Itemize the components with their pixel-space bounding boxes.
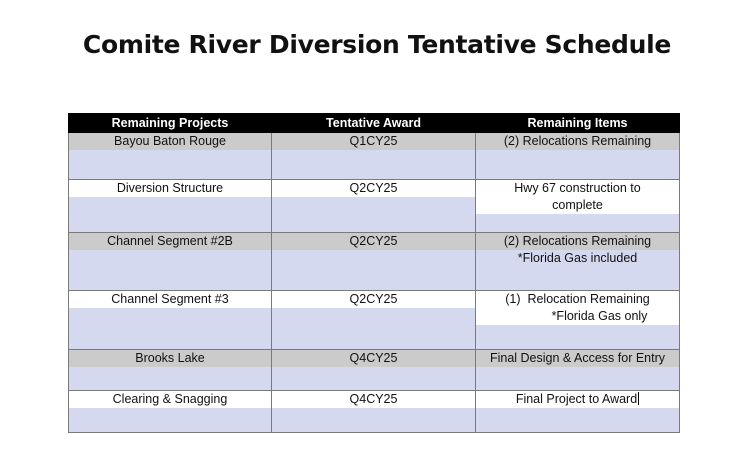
column-header-award: Tentative Award xyxy=(272,114,476,133)
project-cell[interactable] xyxy=(69,391,272,433)
remaining-item: *Florida Gas included xyxy=(517,251,638,265)
table-row xyxy=(69,133,680,180)
items-cell[interactable] xyxy=(476,291,680,350)
award-quarter: Q2CY25 xyxy=(272,291,475,308)
items-cell[interactable] xyxy=(476,233,680,291)
remaining-item: (2) Relocations Remaining xyxy=(476,133,679,150)
award-cell[interactable] xyxy=(272,233,476,291)
schedule-table xyxy=(68,113,680,433)
items-cell[interactable] xyxy=(476,350,680,391)
items-cell[interactable] xyxy=(476,133,680,180)
table-row xyxy=(69,350,680,391)
remaining-item: complete xyxy=(552,198,603,212)
project-name: Channel Segment #2B xyxy=(69,233,271,250)
award-cell[interactable] xyxy=(272,391,476,433)
award-quarter: Q1CY25 xyxy=(272,133,475,150)
project-name: Channel Segment #3 xyxy=(69,291,271,308)
project-name: Bayou Baton Rouge xyxy=(69,133,271,150)
award-cell[interactable] xyxy=(272,291,476,350)
remaining-item: (1) Relocation Remaining xyxy=(505,292,650,306)
table-header-row xyxy=(69,114,680,133)
award-cell[interactable] xyxy=(272,180,476,233)
remaining-item: *Florida Gas only xyxy=(551,309,648,323)
column-header-items: Remaining Items xyxy=(476,114,680,133)
project-name: Brooks Lake xyxy=(69,350,271,367)
page-title: Comite River Diversion Tentative Schedule xyxy=(82,30,672,59)
remaining-item: Final Design & Access for Entry xyxy=(476,350,679,367)
items-cell[interactable] xyxy=(476,391,680,433)
table-row xyxy=(69,233,680,291)
remaining-item: Final Project to Award xyxy=(515,392,638,406)
award-cell[interactable] xyxy=(272,133,476,180)
project-cell[interactable] xyxy=(69,133,272,180)
table-row xyxy=(69,180,680,233)
remaining-item: (2) Relocations Remaining xyxy=(503,234,652,248)
remaining-item: Hwy 67 construction to xyxy=(514,181,641,195)
project-cell[interactable] xyxy=(69,233,272,291)
award-quarter: Q4CY25 xyxy=(272,350,475,367)
award-cell[interactable] xyxy=(272,350,476,391)
project-cell[interactable] xyxy=(69,291,272,350)
items-cell[interactable] xyxy=(476,180,680,233)
project-cell[interactable] xyxy=(69,180,272,233)
table-row xyxy=(69,391,680,433)
award-quarter: Q2CY25 xyxy=(272,233,475,250)
award-quarter: Q4CY25 xyxy=(272,391,475,408)
column-header-projects: Remaining Projects xyxy=(69,114,272,133)
project-name: Clearing & Snagging xyxy=(69,391,271,408)
text-cursor xyxy=(638,392,639,405)
project-cell[interactable] xyxy=(69,350,272,391)
project-name: Diversion Structure xyxy=(69,180,271,197)
award-quarter: Q2CY25 xyxy=(272,180,475,197)
table-row xyxy=(69,291,680,350)
